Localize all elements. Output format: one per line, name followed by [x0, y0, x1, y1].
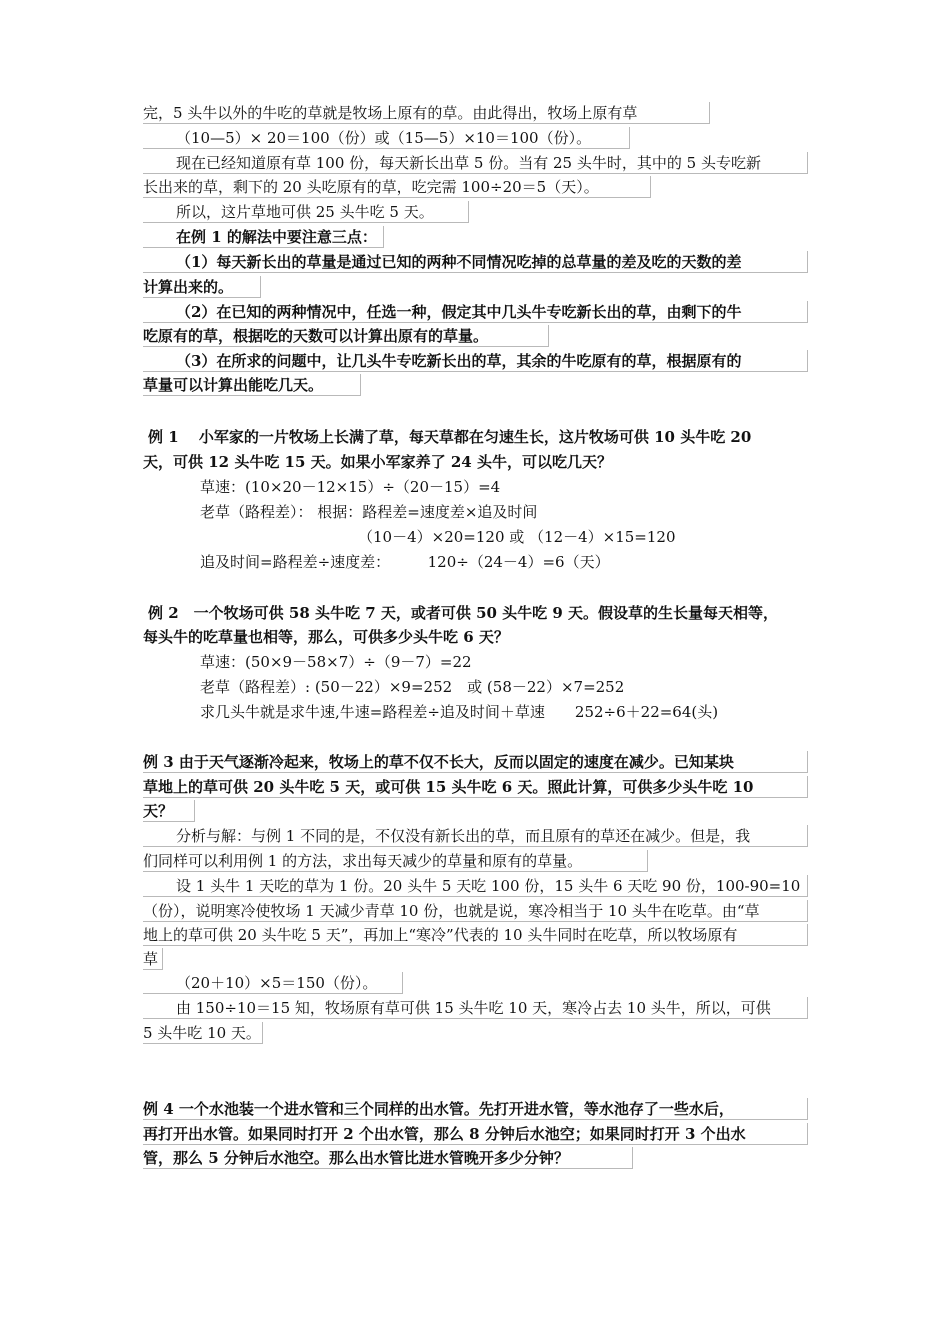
- example-3-solution-line: 草: [143, 948, 163, 970]
- text-line: 所以，这片草地可供 25 头牛吃 5 天。: [143, 201, 469, 223]
- example-3-analysis-line: 分析与解：与例 1 不同的是，不仅没有新长出的草，而且原有的草还在减少。但是，我: [143, 825, 808, 847]
- example-2-step: 草速：(50×9－58×7）÷（9－7）=22: [200, 653, 472, 671]
- text-line: （2）在已知的两种情况中，任选一种，假定其中几头牛专吃新长出的草，由剩下的牛: [143, 301, 808, 323]
- example-3-formula: （20＋10）×5＝150（份）。: [143, 972, 403, 994]
- text-line: 草量可以计算出能吃几天。: [143, 374, 361, 396]
- example-3-conclusion-line: 由 150÷10＝15 知，牧场原有草可供 15 头牛吃 10 天，寒冷占去 10 头牛，所以，可供: [143, 997, 808, 1019]
- example-4-question-line: 管，那么 5 分钟后水池空。那么出水管比进水管晚开多少分钟？: [143, 1147, 633, 1169]
- example-1-step: 草速：(10×20－12×15）÷（20－15）=4: [200, 478, 501, 496]
- example-1-step: （10－4）×20=120 或 （12－4）×15=120: [358, 528, 676, 546]
- text-line: （10—5）× 20＝100（份）或（15—5）×10＝100（份）。: [143, 127, 630, 149]
- text-line: 完，5 头牛以外的牛吃的草就是牧场上原有的草。由此得出，牧场上原有草: [143, 102, 710, 124]
- example-2-step: 求几头牛就是求牛速,牛速=路程差÷追及时间＋草速 252÷6＋22=64(头): [200, 703, 719, 721]
- text-line: 长出来的草，剩下的 20 头吃原有的草，吃完需 100÷20＝5（天）。: [143, 176, 651, 198]
- example-3-analysis-line: 们同样可以利用例 1 的方法，求出每天减少的草量和原有的草量。: [143, 850, 648, 872]
- example-1-step: 追及时间=路程差÷速度差： 120÷（24－4）=6（天）: [200, 553, 610, 571]
- example-3-question-line: 草地上的草可供 20 头牛吃 5 天，或可供 15 头牛吃 6 天。照此计算，可供多少头牛吃 10: [143, 776, 808, 798]
- example-4-question-line: 例 4 一个水池装一个进水管和三个同样的出水管。先打开进水管，等水池存了一些水后，: [143, 1098, 808, 1120]
- example-1-step: 老草（路程差）： 根据：路程差=速度差×追及时间: [200, 503, 538, 521]
- example-3-conclusion-line: 5 头牛吃 10 天。: [143, 1022, 263, 1044]
- example-3-question-line: 例 3 由于天气逐渐冷起来，牧场上的草不仅不长大，反而以固定的速度在减少。已知某块: [143, 751, 808, 773]
- text-line: （3）在所求的问题中，让几头牛专吃新长出的草，其余的牛吃原有的草，根据原有的: [143, 350, 808, 372]
- example-2-question-line: 每头牛的吃草量也相等，那么，可供多少头牛吃 6 天？: [143, 628, 509, 646]
- example-3-question-line: 天？: [143, 800, 195, 822]
- example-2-step: 老草（路程差）: (50－22）×9=252 或 (58－22）×7=252: [200, 678, 625, 696]
- example-3-solution-line: 地上的草可供 20 头牛吃 5 天”，再加上“寒冷”代表的 10 头牛同时在吃草，所以牧场原有: [143, 924, 808, 946]
- text-line: （1）每天新长出的草量是通过已知的两种不同情况吃掉的总草量的差及吃的天数的差: [143, 251, 808, 273]
- text-line: 吃原有的草，根据吃的天数可以计算出原有的草量。: [143, 325, 549, 347]
- example-4-question-line: 再打开出水管。如果同时打开 2 个出水管，那么 8 分钟后水池空；如果同时打开 3 个出水: [143, 1123, 808, 1145]
- example-3-solution-line: 设 1 头牛 1 天吃的草为 1 份。20 头牛 5 天吃 100 份，15 头牛 6 天吃 90 份，100-90=10: [143, 875, 808, 897]
- text-line: 现在已经知道原有草 100 份，每天新长出草 5 份。当有 25 头牛时，其中的 5 头专吃新: [143, 152, 808, 174]
- example-3-solution-line: （份），说明寒冷使牧场 1 天减少青草 10 份，也就是说，寒冷相当于 10 头牛在吃草。由“草: [143, 900, 808, 922]
- example-2-question-line: 例 2 一个牧场可供 58 头牛吃 7 天，或者可供 50 头牛吃 9 天。假设草的生长量每天相等，: [148, 604, 779, 622]
- example-1-question-line: 例 1 小军家的一片牧场上长满了草，每天草都在匀速生长，这片牧场可供 10 头牛吃 20: [148, 428, 752, 446]
- text-line: 计算出来的。: [143, 276, 261, 298]
- text-line: 在例 1 的解法中要注意三点：: [143, 226, 384, 248]
- example-1-question-line: 天，可供 12 头牛吃 15 天。如果小军家养了 24 头牛，可以吃几天？: [143, 453, 612, 471]
